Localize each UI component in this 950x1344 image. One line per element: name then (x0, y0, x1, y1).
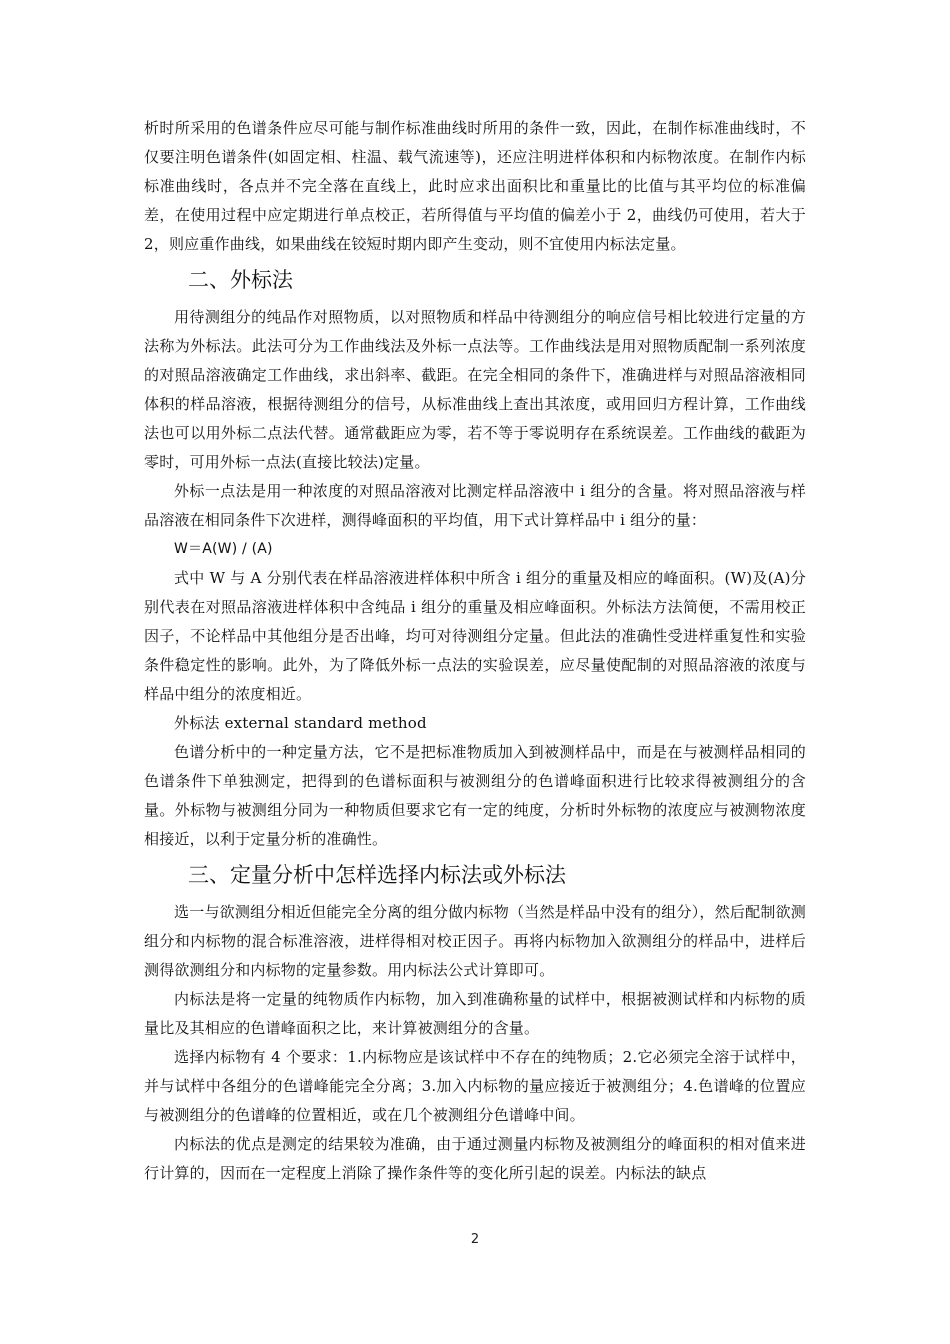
section-heading-external-standard: 二、外标法 (188, 268, 293, 292)
selection-paragraph-4: 内标法的优点是测定的结果较为准确，由于通过测量内标物及被测组分的峰面积的相对值来进行计算的，因而在一定程度上消除了操作条件等的变化所引起的误差。内标法的缺点 (144, 1135, 806, 1182)
selection-paragraph-1: 选一与欲测组分相近但能完全分离的组分做内标物（当然是样品中没有的组分），然后配制欲测组分和内标物的混合标准溶液，进样得相对校正因子。再将内标物加入欲测组分的样品中，进样后测得欲测组分和内标物的定量参数。用内标法公式计算即可。 (144, 903, 806, 979)
selection-paragraph-3: 选择内标物有 4 个要求：1.内标物应是该试样中不存在的纯物质；2.它必须完全溶于试样中，并与试样中各组分的色谱峰能完全分离；3.加入内标物的量应接近于被测组分；4.色谱峰的位置应与被测组分的色谱峰的位置相近，或在几个被测组分色谱峰中间。 (144, 1048, 806, 1124)
external-standard-paragraph-2: 外标一点法是用一种浓度的对照品溶液对比测定样品溶液中 i 组分的含量。将对照品溶液与样品溶液在相同条件下次进样，测得峰面积的平均值，用下式计算样品中 i 组分的量： (144, 482, 806, 529)
selection-paragraph-2: 内标法是将一定量的纯物质作内标物，加入到准确称量的试样中，根据被测试样和内标物的质量比及其相应的色谱峰面积之比，来计算被测组分的含量。 (144, 990, 806, 1037)
page-content (144, 114, 806, 1188)
term-definition-line: 外标法 external standard method (174, 714, 427, 732)
external-standard-paragraph-4: 色谱分析中的一种定量方法，它不是把标准物质加入到被测样品中，而是在与被测样品相同的色谱条件下单独测定，把得到的色谱标面积与被测组分的色谱峰面积进行比较求得被测组分的含量。外标物与被测组分同为一种物质但要求它有一定的纯度，分析时外标物的浓度应与被测物浓度相接近，以利于定量分析的准确性。 (144, 743, 806, 848)
section-heading-method-selection: 三、定量分析中怎样选择内标法或外标法 (188, 863, 566, 887)
intro-paragraph: 析时所采用的色谱条件应尽可能与制作标准曲线时所用的条件一致，因此，在制作标准曲线时，不仅要注明色谱条件(如固定相、柱温、载气流速等)，还应注明进样体积和内标物浓度。在制作内标标准曲线时，各点并不完全落在直线上，此时应求出面积比和重量比的比值与其平均位的标准偏差，在使用过程中应定期进行单点校正，若所得值与平均值的偏差小于 2，曲线仍可使用，若大于 2，则应重作曲线，如果曲线在铰短时期内即产生变动，则不宜使用内标法定量。 (144, 119, 806, 253)
formula-line: W＝A(W) / (A) (174, 541, 273, 557)
page-number: 2 (470, 1232, 480, 1247)
external-standard-paragraph-1: 用待测组分的纯品作对照物质，以对照物质和样品中待测组分的响应信号相比较进行定量的方法称为外标法。此法可分为工作曲线法及外标一点法等。工作曲线法是用对照物质配制一系列浓度的对照品溶液确定工作曲线，求出斜率、截距。在完全相同的条件下，准确进样与对照品溶液相同体积的样品溶液，根据待测组分的信号，从标准曲线上查出其浓度，或用回归方程计算，工作曲线法也可以用外标二点法代替。通常截距应为零，若不等于零说明存在系统误差。工作曲线的截距为零时，可用外标一点法(直接比较法)定量。 (144, 308, 806, 471)
external-standard-paragraph-3: 式中 W 与 A 分别代表在样品溶液进样体积中所含 i 组分的重量及相应的峰面积。(W)及(A)分别代表在对照品溶液进样体积中含纯品 i 组分的重量及相应峰面积。外标法方法简便，不需用校正因子，不论样品中其他组分是否出峰，均可对待测组分定量。但此法的准确性受进样重复性和实验条件稳定性的影响。此外，为了降低外标一点法的实验误差，应尽量使配制的对照品溶液的浓度与样品中组分的浓度相近。 (144, 569, 806, 703)
